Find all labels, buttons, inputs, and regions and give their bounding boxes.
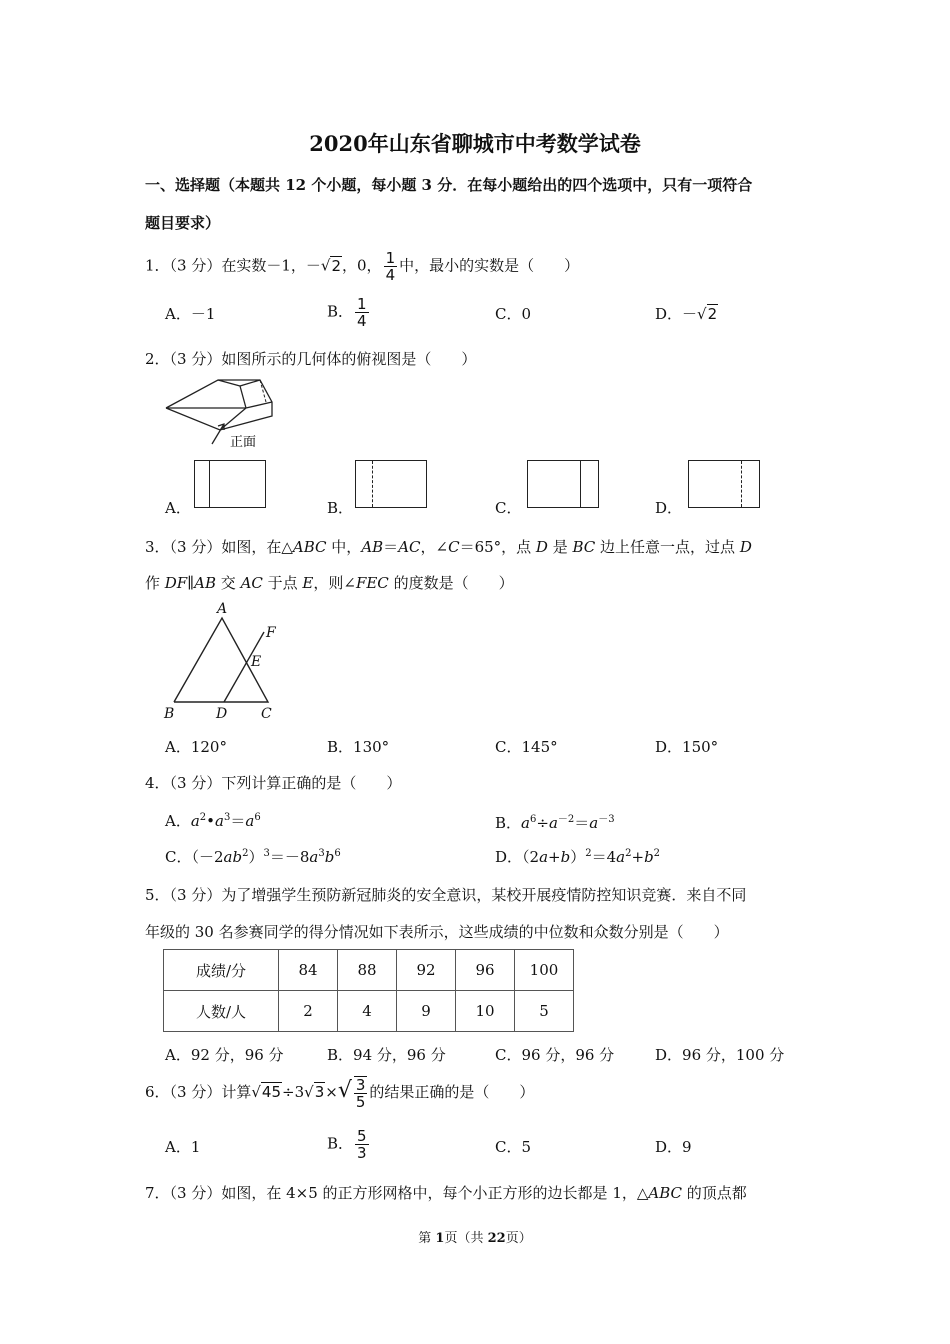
q5-score-table	[163, 949, 574, 1032]
q2-option-c: C．	[495, 499, 522, 517]
q2-option-c-figure	[527, 460, 599, 508]
q6-option-d: D．9	[655, 1138, 692, 1156]
table-cell: 10	[456, 991, 515, 1032]
q3-option-b: B．130°	[327, 738, 390, 756]
q6-option-c: C．5	[495, 1138, 532, 1156]
q1-fraction: $\frac{1}{4}$	[385, 249, 396, 284]
q1-option-b: B． $\frac{1}{4}$	[327, 295, 367, 330]
q3-triangle-figure	[160, 598, 290, 726]
q2-solid-figure	[160, 372, 280, 452]
q5-option-a: A．92 分，96 分	[165, 1046, 284, 1064]
q2-option-d: D．	[655, 499, 683, 517]
table-row	[164, 991, 574, 1032]
question-5-line2: 年级的 30 名参赛同学的得分情况如下表所示，这些成绩的中位数和众数分别是（ ）	[145, 923, 729, 941]
q3-label-e: E	[251, 654, 262, 670]
table-cell: 96	[456, 950, 515, 991]
q4-option-b: B．$a^6\div a^{-2}=a^{-3}$	[495, 814, 615, 832]
q5-option-c: C．96 分，96 分	[495, 1046, 615, 1064]
table-cell: 成绩/分	[164, 950, 279, 991]
table-cell: 100	[515, 950, 574, 991]
q2-option-a: A．	[165, 499, 191, 517]
question-3-line2: 作 DF∥AB 交 AC 于点 E，则∠FEC 的度数是（ ）	[145, 574, 514, 592]
q3-label-d: D	[216, 706, 228, 722]
q1-option-a: A．－1	[165, 305, 216, 323]
question-1	[145, 250, 579, 283]
q2-front-label: 正面	[230, 435, 257, 450]
q3-label-b: B	[164, 706, 175, 722]
table-cell: 88	[338, 950, 397, 991]
q3-option-d: D．150°	[655, 738, 719, 756]
q3-label-c: C	[261, 706, 272, 722]
question-2: 2．（3 分）如图所示的几何体的俯视图是（ ）	[145, 350, 477, 368]
q1-sqrt: √2	[320, 256, 342, 275]
page-footer: 第 1页（共 22页）	[418, 1231, 532, 1246]
table-cell: 2	[279, 991, 338, 1032]
question-6: 6．（3 分）计算√45÷3√3×√ $\frac{3}{5}$ 的结果正确的是（ ）	[145, 1076, 535, 1111]
q1-option-c: C．0	[495, 305, 532, 323]
q2-option-b-figure	[355, 460, 427, 508]
table-cell: 9	[397, 991, 456, 1032]
q2-option-d-figure	[688, 460, 760, 508]
q6-option-b: B． $\frac{5}{3}$	[327, 1127, 367, 1162]
q5-option-b: B．94 分，96 分	[327, 1046, 446, 1064]
question-3-line1: 3．（3 分）如图，在△ABC 中，AB＝AC，∠C＝65°，点 D 是 BC 边上任意一点，过点 D	[145, 538, 752, 556]
q1-suffix: 中，最小的实数是（ ）	[399, 256, 580, 275]
question-5-line1: 5．（3 分）为了增强学生预防新冠肺炎的安全意识，某校开展疫情防控知识竞赛．来自不同	[145, 886, 747, 904]
table-cell: 5	[515, 991, 574, 1032]
q4-option-c: C．$(-2ab^2)^3=-8a^3b^6$	[165, 848, 341, 866]
question-7: 7．（3 分）如图，在 4×5 的正方形网格中，每个小正方形的边长都是 1，△ABC 的顶点都	[145, 1184, 747, 1202]
q6-option-a: A．1	[165, 1138, 201, 1156]
q2-option-a-figure	[194, 460, 266, 508]
q3-label-f: F	[266, 625, 276, 641]
q3-label-a: A	[217, 601, 228, 617]
q2-option-b: B．	[327, 499, 354, 517]
section-heading-line2: 题目要求）	[145, 214, 221, 232]
table-row	[164, 950, 574, 991]
table-cell: 人数/人	[164, 991, 279, 1032]
q3-option-a: A．120°	[165, 738, 227, 756]
q3-option-c: C．145°	[495, 738, 558, 756]
table-cell: 84	[279, 950, 338, 991]
question-4: 4．（3 分）下列计算正确的是（ ）	[145, 774, 402, 792]
section-heading-line1: 一、选择题（本题共 12 个小题，每小题 3 分．在每小题给出的四个选项中，只有一项符合	[145, 176, 753, 194]
table-cell: 4	[338, 991, 397, 1032]
page-title: 2020年山东省聊城市中考数学试卷	[309, 131, 641, 156]
q4-option-a: A．$a^2•a^3=a^6$	[165, 812, 261, 830]
table-cell: 92	[397, 950, 456, 991]
q1-mid: ，0，	[342, 256, 382, 275]
q4-option-d: D．$(2a+b)^2=4a^2+b^2$	[495, 848, 661, 866]
q1-prefix: 1．（3 分）在实数－1，－	[145, 256, 321, 275]
q5-option-d: D．96 分，100 分	[655, 1046, 785, 1064]
q1-option-d: D．－√2	[655, 305, 718, 323]
